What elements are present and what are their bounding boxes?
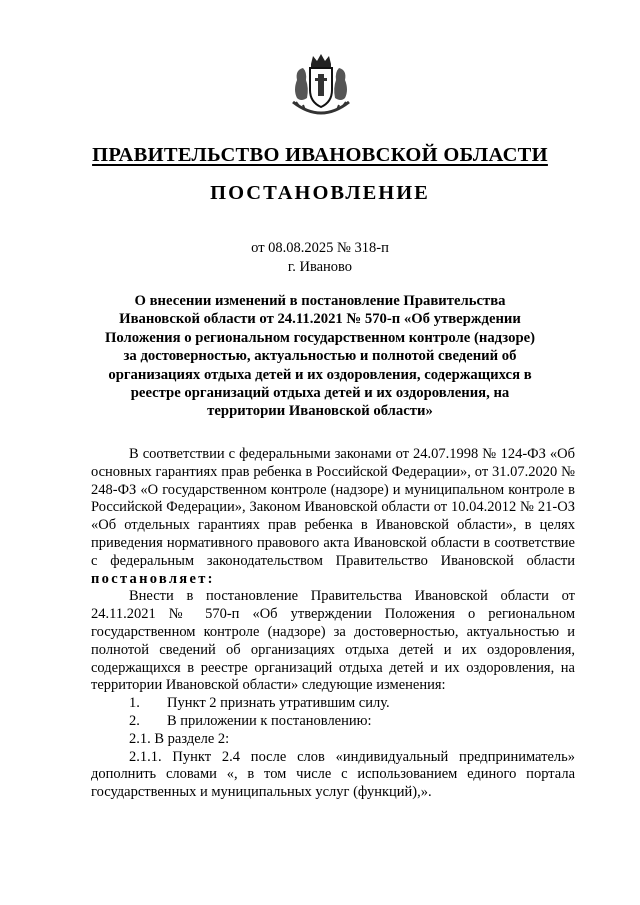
resolves-word: постановляет: bbox=[91, 570, 215, 587]
document-type: ПОСТАНОВЛЕНИЕ bbox=[210, 182, 430, 204]
date-number: от 08.08.2025 № 318-п bbox=[251, 240, 389, 256]
government-name: ПРАВИТЕЛЬСТВО ИВАНОВСКОЙ ОБЛАСТИ bbox=[92, 144, 548, 166]
document-meta bbox=[0, 239, 640, 277]
item-number: 1. bbox=[129, 695, 140, 712]
item-text: Пункт 2 признать утратившим силу. bbox=[167, 695, 390, 712]
document-title: О внесении изменений в постановление Правительства Ивановской области от 24.11.2021 № 570-п «Об утверждении Положения о региональном государственном контроле (надзоре) за достоверностью, актуальностью и полнотой сведений об организациях отдыха детей и их оздоровления, содержащихся в реестре организаций отдыха детей и их оздоровления, на территории Ивановской области» bbox=[104, 293, 536, 420]
preamble-text: В соответствии с федеральными законами от 24.07.1998 № 124-ФЗ «Об основных гарантиях прав ребенка в Российской Федерации», от 31.07.2020 № 248-ФЗ «О государственном контроле (надзоре) и муниципальном контроле в Российской Федерации», Законом Ивановской области от 10.04.2012 № 21-ОЗ «Об отдельных гарантиях прав ребенка в Ивановской области», в целях приведения нормативного правового акта Ивановской области в соответствие с федеральным законодательством Правительство Ивановской области bbox=[91, 446, 575, 569]
document-body bbox=[91, 446, 575, 802]
list-item bbox=[91, 695, 575, 713]
amend-paragraph: Внести в постановление Правительства Ивановской области от 24.11.2021 № 570-п «Об утверждении Положения о региональном государственном контроле (надзоре) за достоверностью, актуальностью и полнотой сведений об организациях отдыха детей и их оздоровления, содержащихся в реестре организаций отдыха детей и их оздоровления, на территории Ивановской области» следующие изменения: bbox=[91, 588, 575, 694]
item-text: В приложении к постановлению: bbox=[167, 712, 372, 729]
coat-of-arms-icon bbox=[289, 52, 353, 124]
city: г. Иваново bbox=[287, 259, 353, 275]
item-number: 2. bbox=[129, 712, 140, 729]
preamble-paragraph bbox=[91, 446, 575, 588]
subsection-paragraph: 2.1.1. Пункт 2.4 после слов «индивидуальный предприниматель» дополнить словами «, в том числе с использованием единого портала государственных и муниципальных услуг (функций),». bbox=[91, 748, 575, 801]
subsection-heading: 2.1. В разделе 2: bbox=[129, 730, 230, 747]
government-heading bbox=[0, 144, 640, 167]
list-item bbox=[91, 713, 575, 731]
